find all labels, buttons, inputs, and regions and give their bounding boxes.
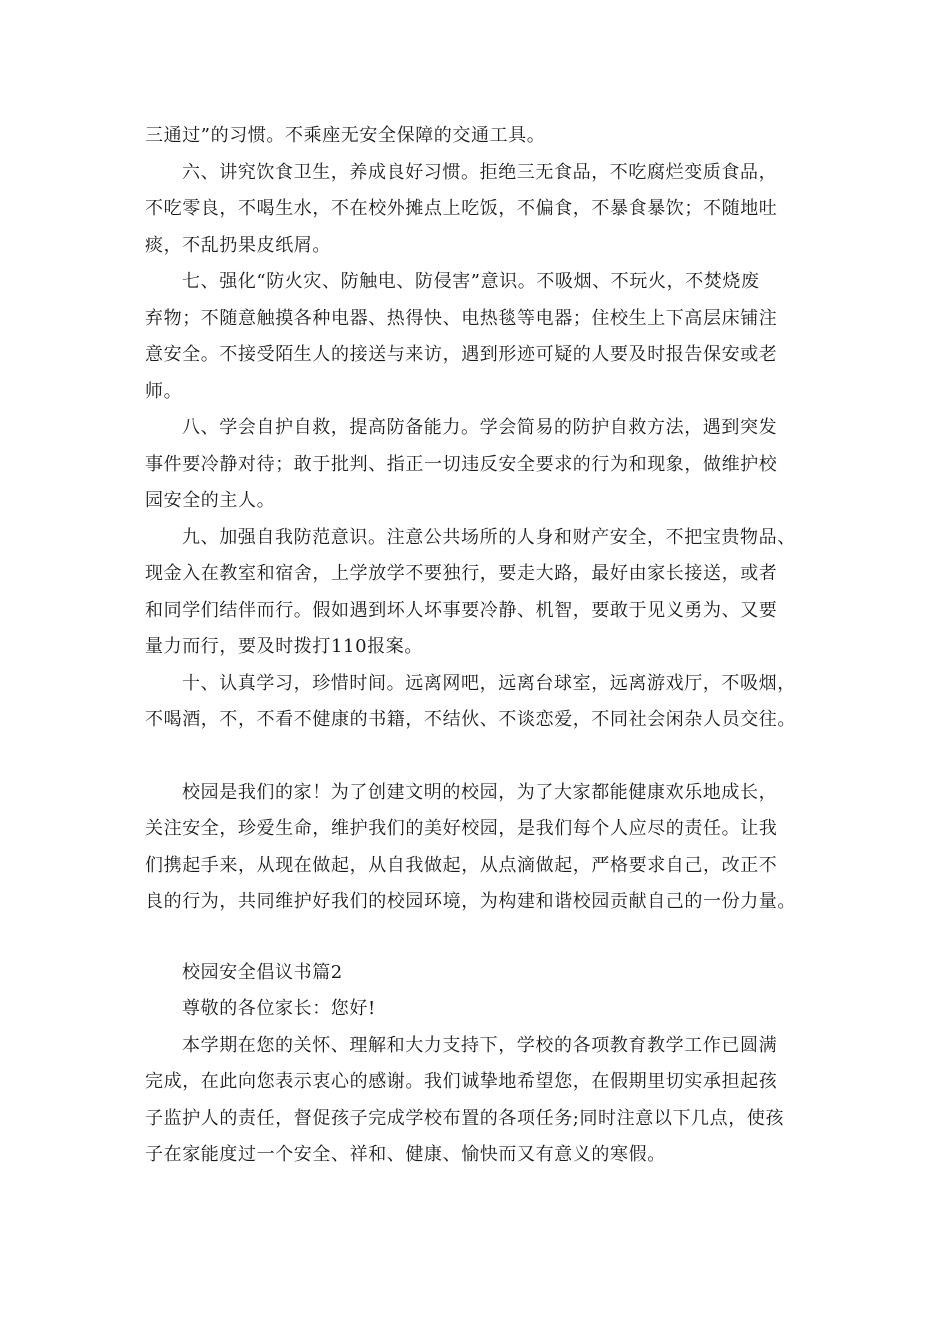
paragraph-item-ten <box>145 666 810 739</box>
text-line: 六、讲究饮食卫生，养成良好习惯。拒绝三无食品，不吃腐烂变质食品， <box>182 161 778 183</box>
paragraph-spacer <box>145 739 810 775</box>
salutation <box>145 991 810 1028</box>
text-line: 子在家能度过一个安全、祥和、健康、愉快而又有意义的寒假。 <box>145 1144 666 1165</box>
text-line: 关注安全，珍爱生命，维护我们的美好校园，是我们每个人应尽的责任。让我 <box>145 818 778 839</box>
text-line: 十、认真学习，珍惜时间。远离网吧，远离台球室，远离游戏厅，不吸烟， <box>182 672 796 694</box>
text-line: 意安全。不接受陌生人的接送与来访，遇到形迹可疑的人要及时报告保安或老 <box>145 344 778 365</box>
paragraph-spacer <box>145 921 810 955</box>
text-line: 痰，不乱扔果皮纸屑。 <box>145 234 331 256</box>
paragraph-closing <box>145 775 810 921</box>
text-line: 师。 <box>145 380 183 402</box>
section-title <box>145 955 810 992</box>
paragraph-item-nine <box>145 520 810 666</box>
document-page <box>145 118 810 1174</box>
text-line: 不吃零良，不喝生水，不在校外摊点上吃饭，不偏食，不暴食暴饮；不随地吐 <box>145 198 778 219</box>
paragraph-item-six <box>145 155 810 265</box>
text-line: 校园安全倡议书篇2 <box>182 961 343 983</box>
paragraph-section2-body <box>145 1028 810 1174</box>
text-line: 九、加强自我防范意识。注意公共场所的人身和财产安全，不把宝贵物品、 <box>182 526 796 548</box>
text-line: 七、强化“防火灾、防触电、防侵害”意识。不吸烟、不玩火，不焚烧废 <box>182 271 760 292</box>
text-line: 们携起手来，从现在做起，从自我做起，从点滴做起，严格要求自己，改正不 <box>145 854 778 876</box>
paragraph-item-seven <box>145 264 810 410</box>
text-line: 和同学们结伴而行。假如遇到坏人坏事要冷静、机智，要敢于见义勇为、又要 <box>145 599 778 621</box>
text-line: 校园是我们的家！为了创建文明的校园，为了大家都能健康欢乐地成长， <box>182 781 778 803</box>
text-line: 八、学会自护自救，提高防备能力。学会简易的防护自救方法，遇到突发 <box>182 417 778 438</box>
text-line: 现金入在教室和宿舍，上学放学不要独行，要走大路，最好由家长接送，或者 <box>145 563 778 584</box>
text-line: 良的行为，共同维护好我们的校园环境，为构建和谐校园贡献自己的一份力量。 <box>145 891 796 912</box>
text-line: 事件要冷静对待；敢于批判、指正一切违反安全要求的行为和现象，做维护校 <box>145 453 778 475</box>
text-line: 不喝酒，不，不看不健康的书籍，不结伙、不谈恋爱，不同社会闲杂人员交往。 <box>145 709 796 730</box>
text-line: 尊敬的各位家长：您好! <box>182 998 376 1019</box>
text-line: 子监护人的责任，督促孩子完成学校布置的各项任务;同时注意以下几点，使孩 <box>145 1107 785 1129</box>
text-line: 园安全的主人。 <box>145 490 276 511</box>
text-line: 量力而行，要及时拨打110报案。 <box>145 636 423 657</box>
paragraph-continued <box>145 118 810 155</box>
text-line: 本学期在您的关怀、理解和大力支持下，学校的各项教育教学工作已圆满 <box>182 1034 778 1056</box>
text-line: 完成，在此向您表示衷心的感谢。我们诚挚地希望您，在假期里切实承担起孩 <box>145 1071 778 1092</box>
paragraph-item-eight <box>145 410 810 520</box>
text-line: 弃物；不随意触摸各种电器、热得快、电热毯等电器；住校生上下高层床铺注 <box>145 307 778 329</box>
text-line: 三通过”的习惯。不乘座无安全保障的交通工具。 <box>145 125 546 146</box>
